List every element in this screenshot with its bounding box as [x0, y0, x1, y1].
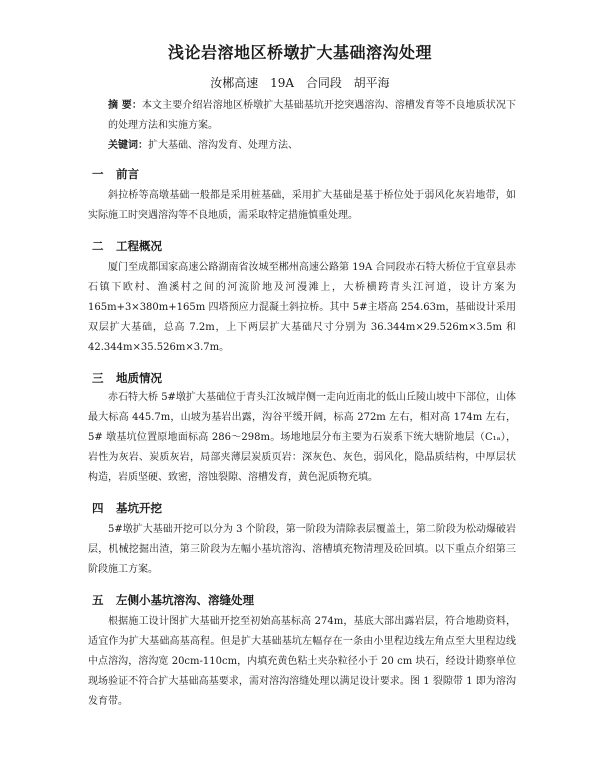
- section-title: 基坑开挖: [116, 501, 162, 515]
- section-heading-3: [92, 370, 162, 386]
- keywords: [108, 136, 516, 156]
- section-heading-2: [92, 238, 162, 254]
- section-heading-5: [92, 592, 254, 608]
- section-body-5: 根据施工设计图扩大基础开挖至初始高基标高 274m，基底大部出露岩层，符合地勘资料，适宜作为扩大基础高基高程。但是扩大基础基坑左幅存在一条由小里程边线左角点至大里程边线中点溶沟，溶沟宽 20cm-110cm，内填充黄色粘土夹杂粒径小于 20 cm 块石，经设计勘察单位现场验证不符合扩大基础高基要求，需对溶沟溶缝处理以满足设计要求。图 1 裂隙带 1 即为溶沟发育带。: [88, 616, 516, 707]
- author-line: 汝郴高速 19A 合同段 胡平海: [210, 76, 390, 90]
- section-title: 地质情况: [116, 371, 162, 385]
- keywords-text: 扩大基础、溶沟发育、处理方法、: [148, 140, 298, 151]
- abstract-label: 摘 要：: [108, 100, 142, 111]
- abstract-text: 本文主要介绍岩溶地区桥墩扩大基础基坑开挖突遇溶沟、溶槽发育等不良地质状况下的处理方法和实施方案。: [108, 100, 517, 131]
- section-body-2: 厦门至成都国家高速公路湖南省汝城至郴州高速公路第 19A 合同段赤石特大桥位于宜章县赤石镇下欧村、渔溪村之间的河流阶地及河漫滩上，大桥横跨青头江河道，设计方案为165m+3×380m+165m 四塔预应力混凝土斜拉桥。其中 5#主塔高 254.63m，基础设计采用双层扩大基础，总高 7.2m，上下两层扩大基础尺寸分别为 36.344m×29.526m×3.5m 和 42.344m×35.526m×3.7m。: [88, 262, 516, 353]
- document-title: 浅论岩溶地区桥墩扩大基础溶沟处理: [167, 43, 432, 62]
- section-number: 五: [92, 593, 104, 607]
- section-number: 二: [92, 239, 104, 253]
- abstract: [108, 96, 516, 136]
- section-heading-1: [92, 166, 139, 182]
- section-title: 工程概况: [116, 239, 162, 253]
- section-body-1: 斜拉桥等高墩基础一般都是采用桩基础，采用扩大基础是基于桥位处于弱风化灰岩地带，如实际施工时突遇溶沟等不良地质，需采取特定措施慎重处理。: [88, 190, 516, 221]
- section-number: 一: [92, 167, 104, 181]
- section-heading-4: [92, 500, 162, 516]
- section-title: 前言: [116, 167, 139, 181]
- section-number: 四: [92, 501, 104, 515]
- section-body-4: 5#墩扩大基础开挖可以分为 3 个阶段，第一阶段为清除表层覆盖土，第二阶段为松动爆破岩层，机械挖掘出渣，第三阶段为左幅小基坑溶沟、溶槽填充物清理及砼回填。以下重点介绍第三阶段施工方案。: [88, 524, 516, 575]
- keywords-label: 关键词：: [108, 140, 148, 151]
- section-number: 三: [92, 371, 104, 385]
- section-body-3: 赤石特大桥 5#墩扩大基础位于青头江汝城岸侧一走向近南北的低山丘陵山坡中下部位，山体最大标高 445.7m，山坡为基岩出露，沟谷平缓开阔，标高 272m 左右，相对高 174m 左右，5# 墩基坑位置原地面标高 286～298m。场地地层分布主要为石炭系下统大塘阶地层（C₁ₐ），岩性为灰岩、炭质灰岩，局部夹薄层炭质页岩：深灰色、灰色，弱风化，隐晶质结构，中厚层状构造，岩质坚硬、致密，溶蚀裂隙、溶槽发育，黄色泥质物充填。: [88, 392, 516, 483]
- section-title: 左侧小基坑溶沟、溶缝处理: [116, 593, 254, 607]
